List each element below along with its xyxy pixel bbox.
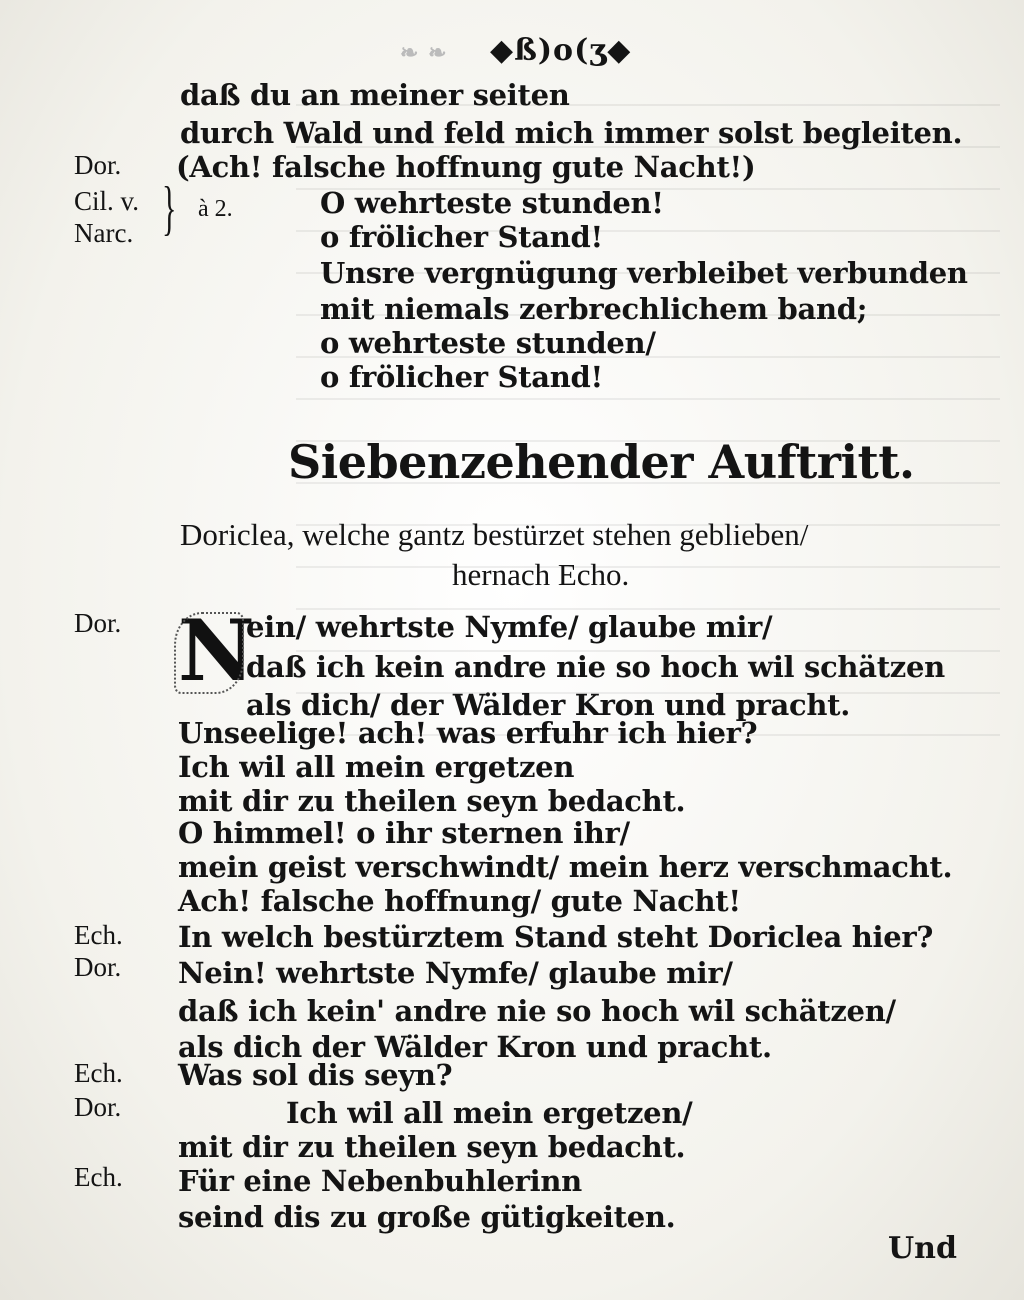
catchword: Und [888, 1231, 957, 1266]
dramatis-personae: Doriclea, welche gantz bestürzet stehen geblieben/ [180, 517, 809, 552]
speaker-label: Ech. [74, 920, 123, 950]
verse-line: Für eine Nebenbuhlerinn [178, 1164, 582, 1198]
duet-marker: à 2. [198, 196, 233, 222]
verse-line: seind dis zu große gütigkeiten. [178, 1200, 676, 1234]
verse-line: O wehrteste stunden! [320, 186, 664, 220]
speaker-label: Dor. [74, 608, 122, 638]
verse-line: Was sol dis seyn? [178, 1058, 453, 1092]
verse-line: durch Wald und feld mich immer solst begleiten. [180, 116, 963, 150]
verse-line: Ach! falsche hoffnung/ gute Nacht! [178, 884, 741, 918]
verse-line: als dich der Wälder Kron und pracht. [178, 1030, 772, 1064]
verse-line: mit dir zu theilen seyn bedacht. [178, 1130, 686, 1164]
verse-line: Unseelige! ach! was erfuhr ich hier? [178, 716, 758, 750]
verse-line: o frölicher Stand! [320, 220, 603, 254]
verse-line: mit dir zu theilen seyn bedacht. [178, 784, 686, 818]
verse-line: o wehrteste stunden/ [320, 326, 656, 360]
verse-line: daß du an meiner seiten [180, 78, 570, 112]
verse-line: als dich/ der Wälder Kron und pracht. [246, 688, 851, 722]
dramatis-personae: hernach Echo. [452, 557, 630, 592]
scene-heading: Siebenzehender Auftritt. [288, 435, 915, 489]
verse-line: (Ach! falsche hoffnung gute Nacht!) [176, 150, 756, 184]
speaker-label: Dor. [74, 952, 122, 982]
verse-line: Ich wil all mein ergetzen/ [286, 1096, 693, 1130]
speaker-label: Ech. [74, 1058, 123, 1088]
speaker-label: Cil. v. [74, 186, 140, 216]
verse-line: mit niemals zerbrechlichem band; [320, 292, 868, 326]
speaker-label: Narc. [74, 218, 134, 248]
verse-line: daß ich kein andre nie so hoch wil schätzen [246, 650, 945, 684]
speaker-label: Dor. [74, 1092, 122, 1122]
faded-ornament: ❧ ❧ [400, 40, 448, 66]
verse-line: daß ich kein' andre nie so hoch wil schätzen/ [178, 994, 896, 1028]
ornament-text: ◆ß)o(ʒ◆ [490, 33, 632, 68]
decorated-initial: N [178, 601, 255, 700]
speaker-label: Dor. [74, 150, 122, 180]
verse-line: o frölicher Stand! [320, 360, 603, 394]
verse-line: Ich wil all mein ergetzen [178, 750, 575, 784]
verse-line: O himmel! o ihr sternen ihr/ [178, 816, 630, 850]
verse-line: ein/ wehrtste Nymfe/ glaube mir/ [246, 610, 773, 644]
verse-line: Unsre vergnügung verbleibet verbunden [320, 256, 968, 290]
verse-line: Nein! wehrtste Nymfe/ glaube mir/ [178, 956, 733, 990]
verse-line: In welch bestürztem Stand steht Doriclea hier? [178, 920, 934, 954]
speaker-label: Ech. [74, 1162, 123, 1192]
page-ornament [400, 33, 632, 68]
verse-line: mein geist verschwindt/ mein herz verschmacht. [178, 850, 953, 884]
brace-glyph: } [162, 175, 177, 241]
